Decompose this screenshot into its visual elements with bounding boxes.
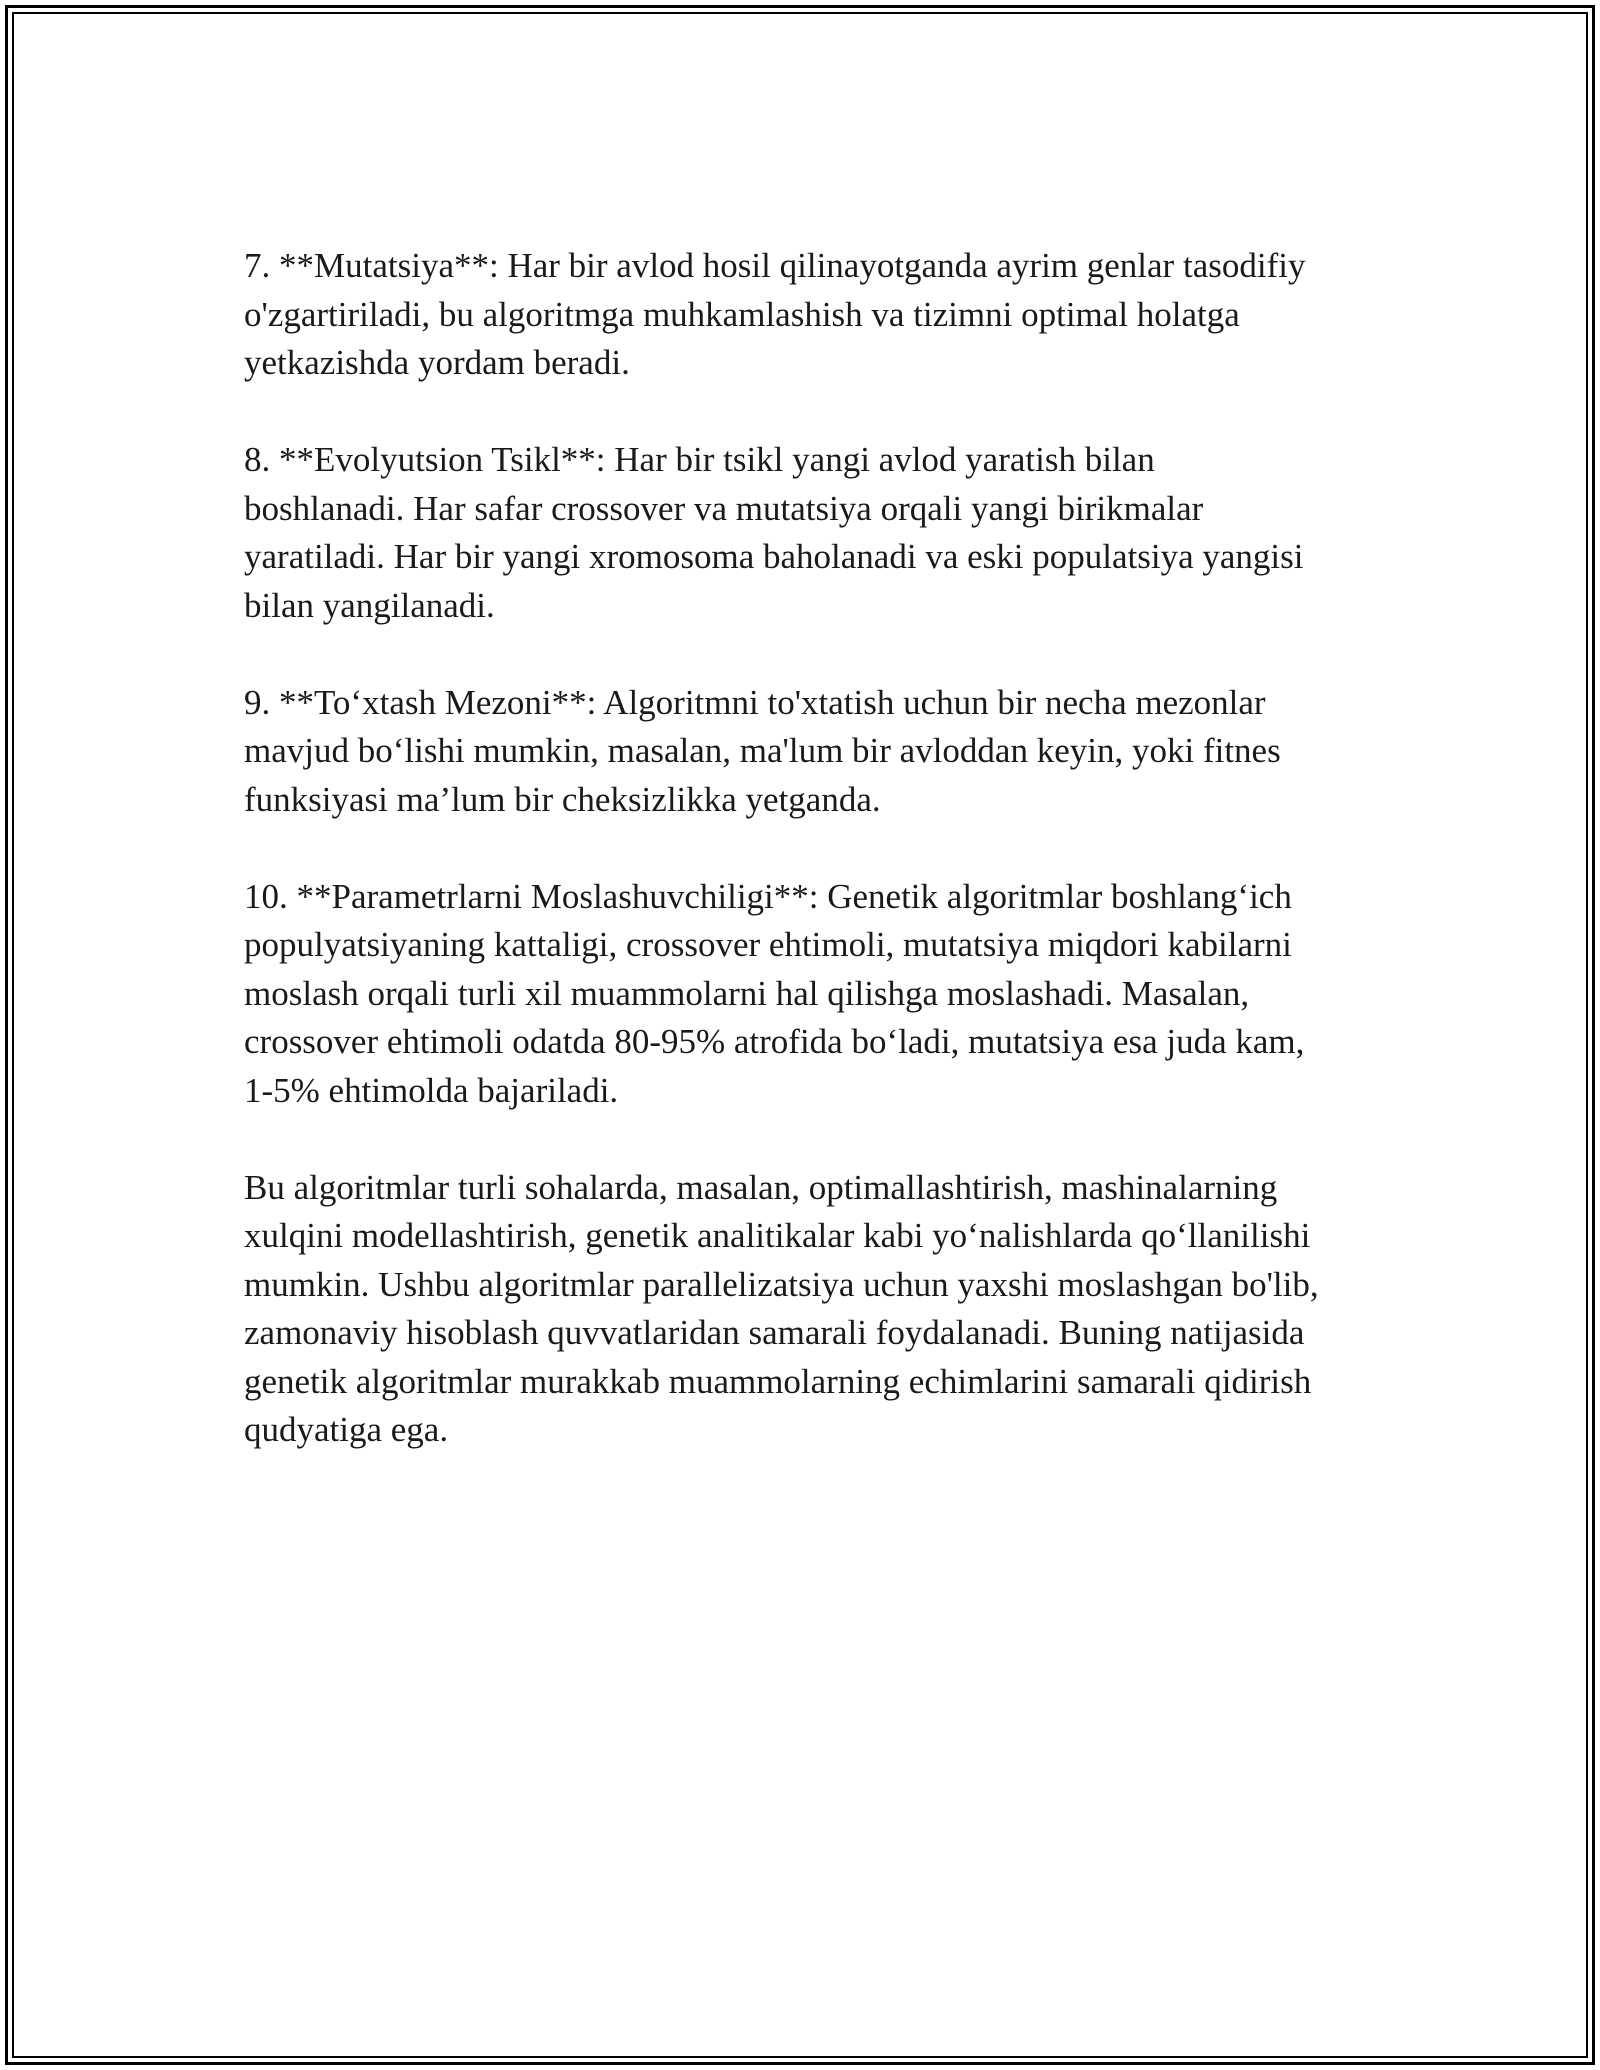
page-border	[5, 5, 1595, 2065]
paragraph-conclusion: Bu algoritmlar turli sohalarda, masalan, optimallashtirish, mashinalarning xulqini modellashtirish, genetik analitikalar kabi yo‘nalishlarda qo‘llanilishi mumkin. Ushbu algoritmlar parallelizatsiya uchun yaxshi moslashgan bo'lib, zamonaviy hisoblash quvvatlaridan samarali foydalanadi. Buning natijasida genetik algoritmlar murakkab muammolarning echimlarini samarali qidirish qudyatiga ega.	[244, 1167, 1319, 1449]
paragraph-mutatsiya: 7. **Mutatsiya**: Har bir avlod hosil qilinayotganda ayrim genlar tasodifiy o'zgartiriladi, bu algoritmga muhkamlashish va tizimni optimal holatga yetkazishda yordam beradi.	[244, 246, 1306, 382]
paragraph-parametrlarni-moslashuvchiligi: 10. **Parametrlarni Moslashuvchiligi**: Genetik algoritmlar boshlang‘ich populyatsiyaning kattaligi, crossover ehtimoli, mutatsiya miqdori kabilarni moslash orqali turli xil muammolarni hal qilishga moslashadi. Masalan, crossover ehtimoli odatda 80-95% atrofida bo‘ladi, mutatsiya esa juda kam, 1-5% ehtimolda bajariladi.	[244, 876, 1305, 1110]
paragraph-toxtash-mezoni: 9. **To‘xtash Mezoni**: Algoritmni to'xtatish uchun bir necha mezonlar mavjud bo‘lishi mumkin, masalan, ma'lum bir avloddan keyin, yoki fitnes funksiyasi ma’lum bir cheksizlikka yetganda.	[244, 682, 1281, 819]
document-body	[244, 242, 1384, 1455]
paragraph-evolyutsion-tsikl: 8. **Evolyutsion Tsikl**: Har bir tsikl yangi avlod yaratish bilan boshlanadi. Har safar crossover va mutatsiya orqali yangi birikmalar yaratiladi. Har bir yangi xromosoma baholanadi va eski populatsiya yangisi bilan yangilanadi.	[244, 440, 1304, 625]
